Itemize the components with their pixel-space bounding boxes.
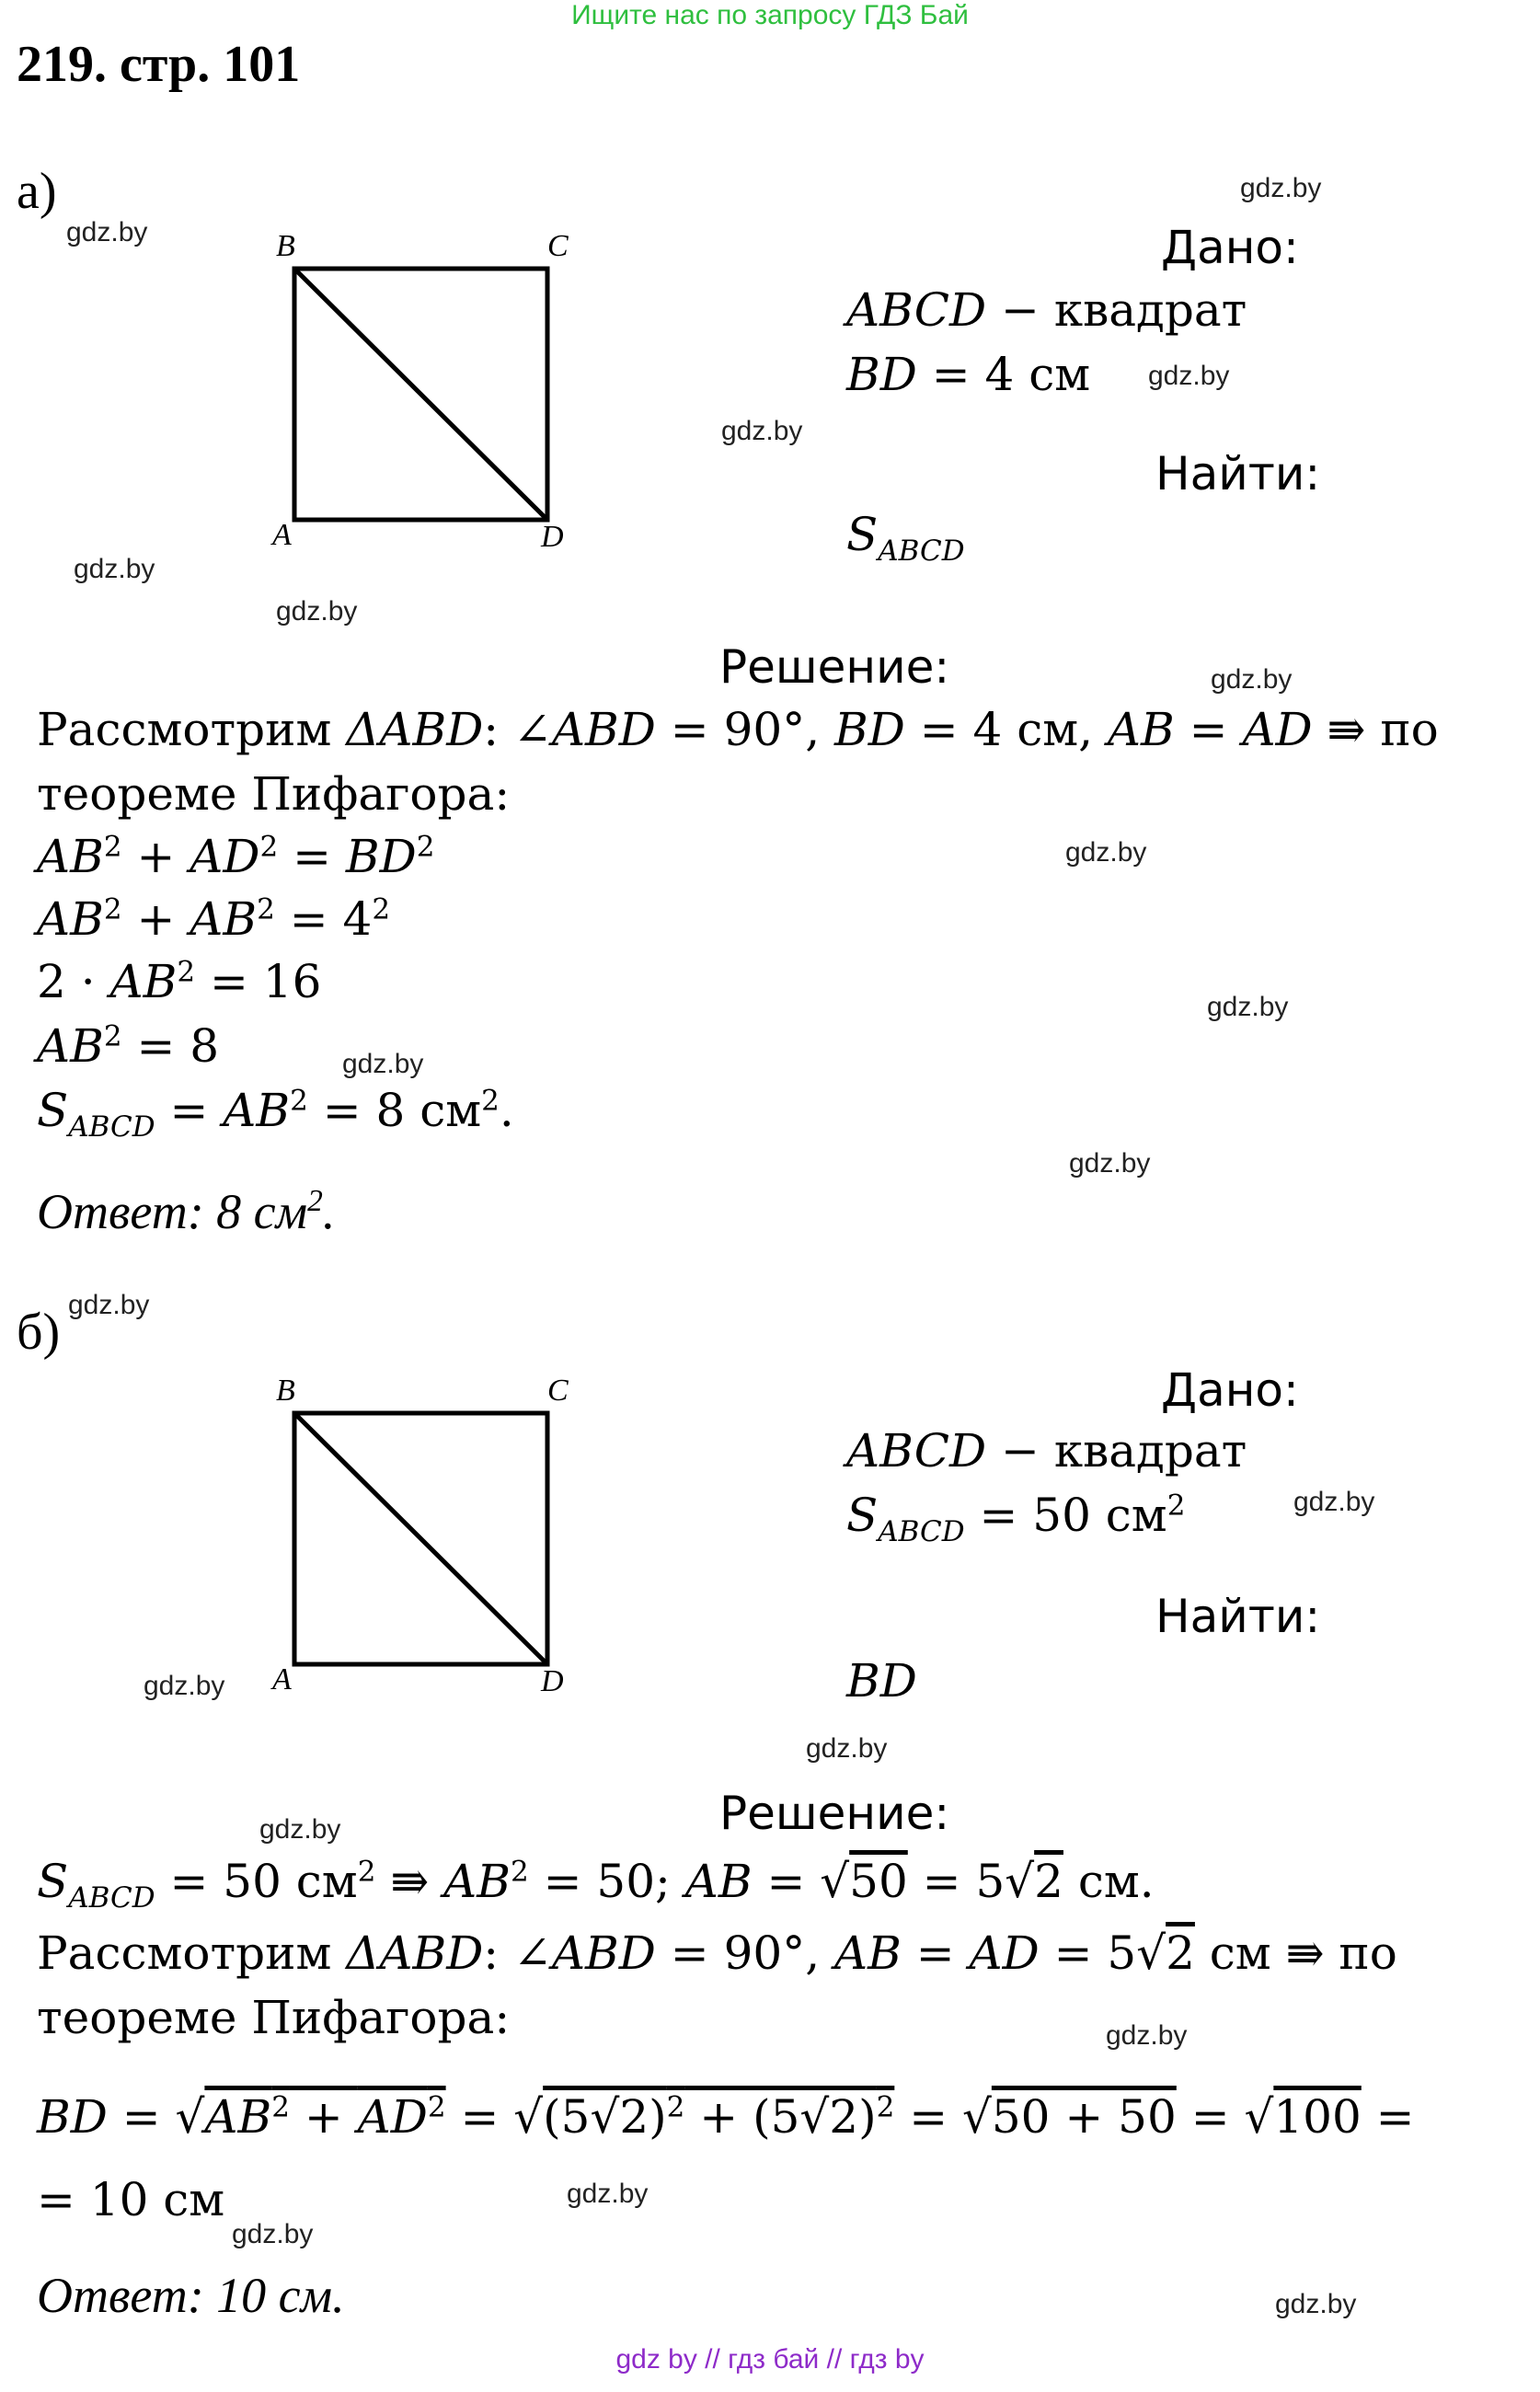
footer-links[interactable]: gdz by // гдз бай // гдз by	[615, 2344, 925, 2375]
solution-b-line-4: BD = $√AB^2 + AD^2 = √(5√2)^2 + (5√2)^2 = √50 + 50 = √100$ =	[37, 2090, 1415, 2144]
find-heading-a: Найти:	[1155, 447, 1321, 500]
watermark: gdz.by	[1106, 2020, 1188, 2051]
find-heading-b: Найти:	[1155, 1590, 1321, 1643]
given-line-a-2: BD = 4 см	[846, 348, 1091, 401]
watermark: gdz.by	[721, 416, 803, 446]
watermark: gdz.by	[232, 2219, 314, 2249]
watermark: gdz.by	[567, 2179, 649, 2209]
vertex-c-label: C	[547, 229, 569, 263]
watermark: gdz.by	[342, 1049, 424, 1079]
solution-b-line-5: = 10 см	[37, 2173, 225, 2226]
task-title: 219. стр. 101	[17, 36, 301, 93]
square-figure-a	[267, 221, 580, 561]
watermark: gdz.by	[1240, 173, 1322, 203]
solution-a-line-2: теореме Пифагора:	[37, 767, 511, 821]
given-line-a-1: ABCD − квадрат	[846, 283, 1247, 337]
diagonal-bd	[294, 1413, 547, 1664]
solution-b-line-3: теореме Пифагора:	[37, 1991, 511, 2044]
find-value-b: BD	[846, 1654, 917, 1708]
solution-a-line-4: $AB^2 + AB^2 = 4^2$	[37, 892, 391, 946]
find-value-a: $S_{ABCD}$	[846, 508, 965, 568]
solution-a-line-7: $S_{ABCD} = AB^2 = 8$ $см^2$.	[37, 1084, 514, 1144]
watermark: gdz.by	[144, 1671, 225, 1701]
watermark: gdz.by	[1275, 2289, 1357, 2319]
vertex-d-label: D	[541, 1664, 564, 1698]
solution-heading-b: Решение:	[719, 1787, 950, 1840]
watermark: gdz.by	[1069, 1148, 1151, 1179]
watermark: gdz.by	[1211, 664, 1293, 695]
vertex-a-label: A	[272, 518, 292, 552]
watermark: gdz.by	[1207, 992, 1289, 1022]
watermark: gdz.by	[276, 596, 358, 627]
solution-a-line-5: $2 \cdot AB^2 = 16$	[37, 955, 322, 1008]
watermark: gdz.by	[806, 1733, 888, 1764]
vertex-d-label: D	[541, 520, 564, 554]
watermark: gdz.by	[1065, 837, 1147, 868]
given-heading-b: Дано:	[1161, 1363, 1299, 1417]
top-search-link[interactable]: Ищите нас по запросу ГДЗ Бай	[571, 0, 969, 30]
vertex-a-label: A	[272, 1662, 292, 1696]
vertex-b-label: B	[276, 1374, 295, 1408]
watermark: gdz.by	[68, 1290, 150, 1320]
solution-a-line-6: $AB^2 = 8$	[37, 1019, 220, 1073]
square-figure-b	[267, 1365, 580, 1706]
part-a-letter: а)	[17, 163, 57, 220]
given-line-b-1: ABCD − квадрат	[846, 1424, 1247, 1478]
vertex-c-label: C	[547, 1374, 569, 1408]
solution-a-line-1: Рассмотрим ΔABD: ∠ABD = 90°, BD = 4 см, AB = AD ⇛ по	[37, 703, 1439, 756]
part-b-letter: б)	[17, 1304, 61, 1361]
answer-a: Ответ: 8 $см^2$.	[37, 1184, 336, 1239]
diagonal-bd	[294, 269, 547, 520]
solution-b-line-1: $S_{ABCD} = 50$ $см^2$ ⇛ $AB^2 = 50$; AB = √50 = 5√2 см.	[37, 1855, 1155, 1915]
given-line-b-2: $S_{ABCD} = 50$ $см^2$	[846, 1489, 1186, 1548]
answer-b: Ответ: 10 см.	[37, 2268, 345, 2323]
solution-a-line-3: $AB^2 + AD^2 = BD^2$	[37, 830, 435, 883]
solution-heading-a: Решение:	[719, 640, 950, 694]
given-heading-a: Дано:	[1161, 221, 1299, 274]
solution-b-line-2: Рассмотрим ΔABD: ∠ABD = 90°, AB = AD = 5√2 см ⇛ по	[37, 1926, 1397, 1980]
watermark: gdz.by	[74, 554, 155, 584]
watermark: gdz.by	[1148, 361, 1230, 391]
watermark: gdz.by	[259, 1814, 341, 1845]
watermark: gdz.by	[1293, 1487, 1375, 1517]
watermark: gdz.by	[66, 217, 148, 247]
vertex-b-label: B	[276, 229, 295, 263]
